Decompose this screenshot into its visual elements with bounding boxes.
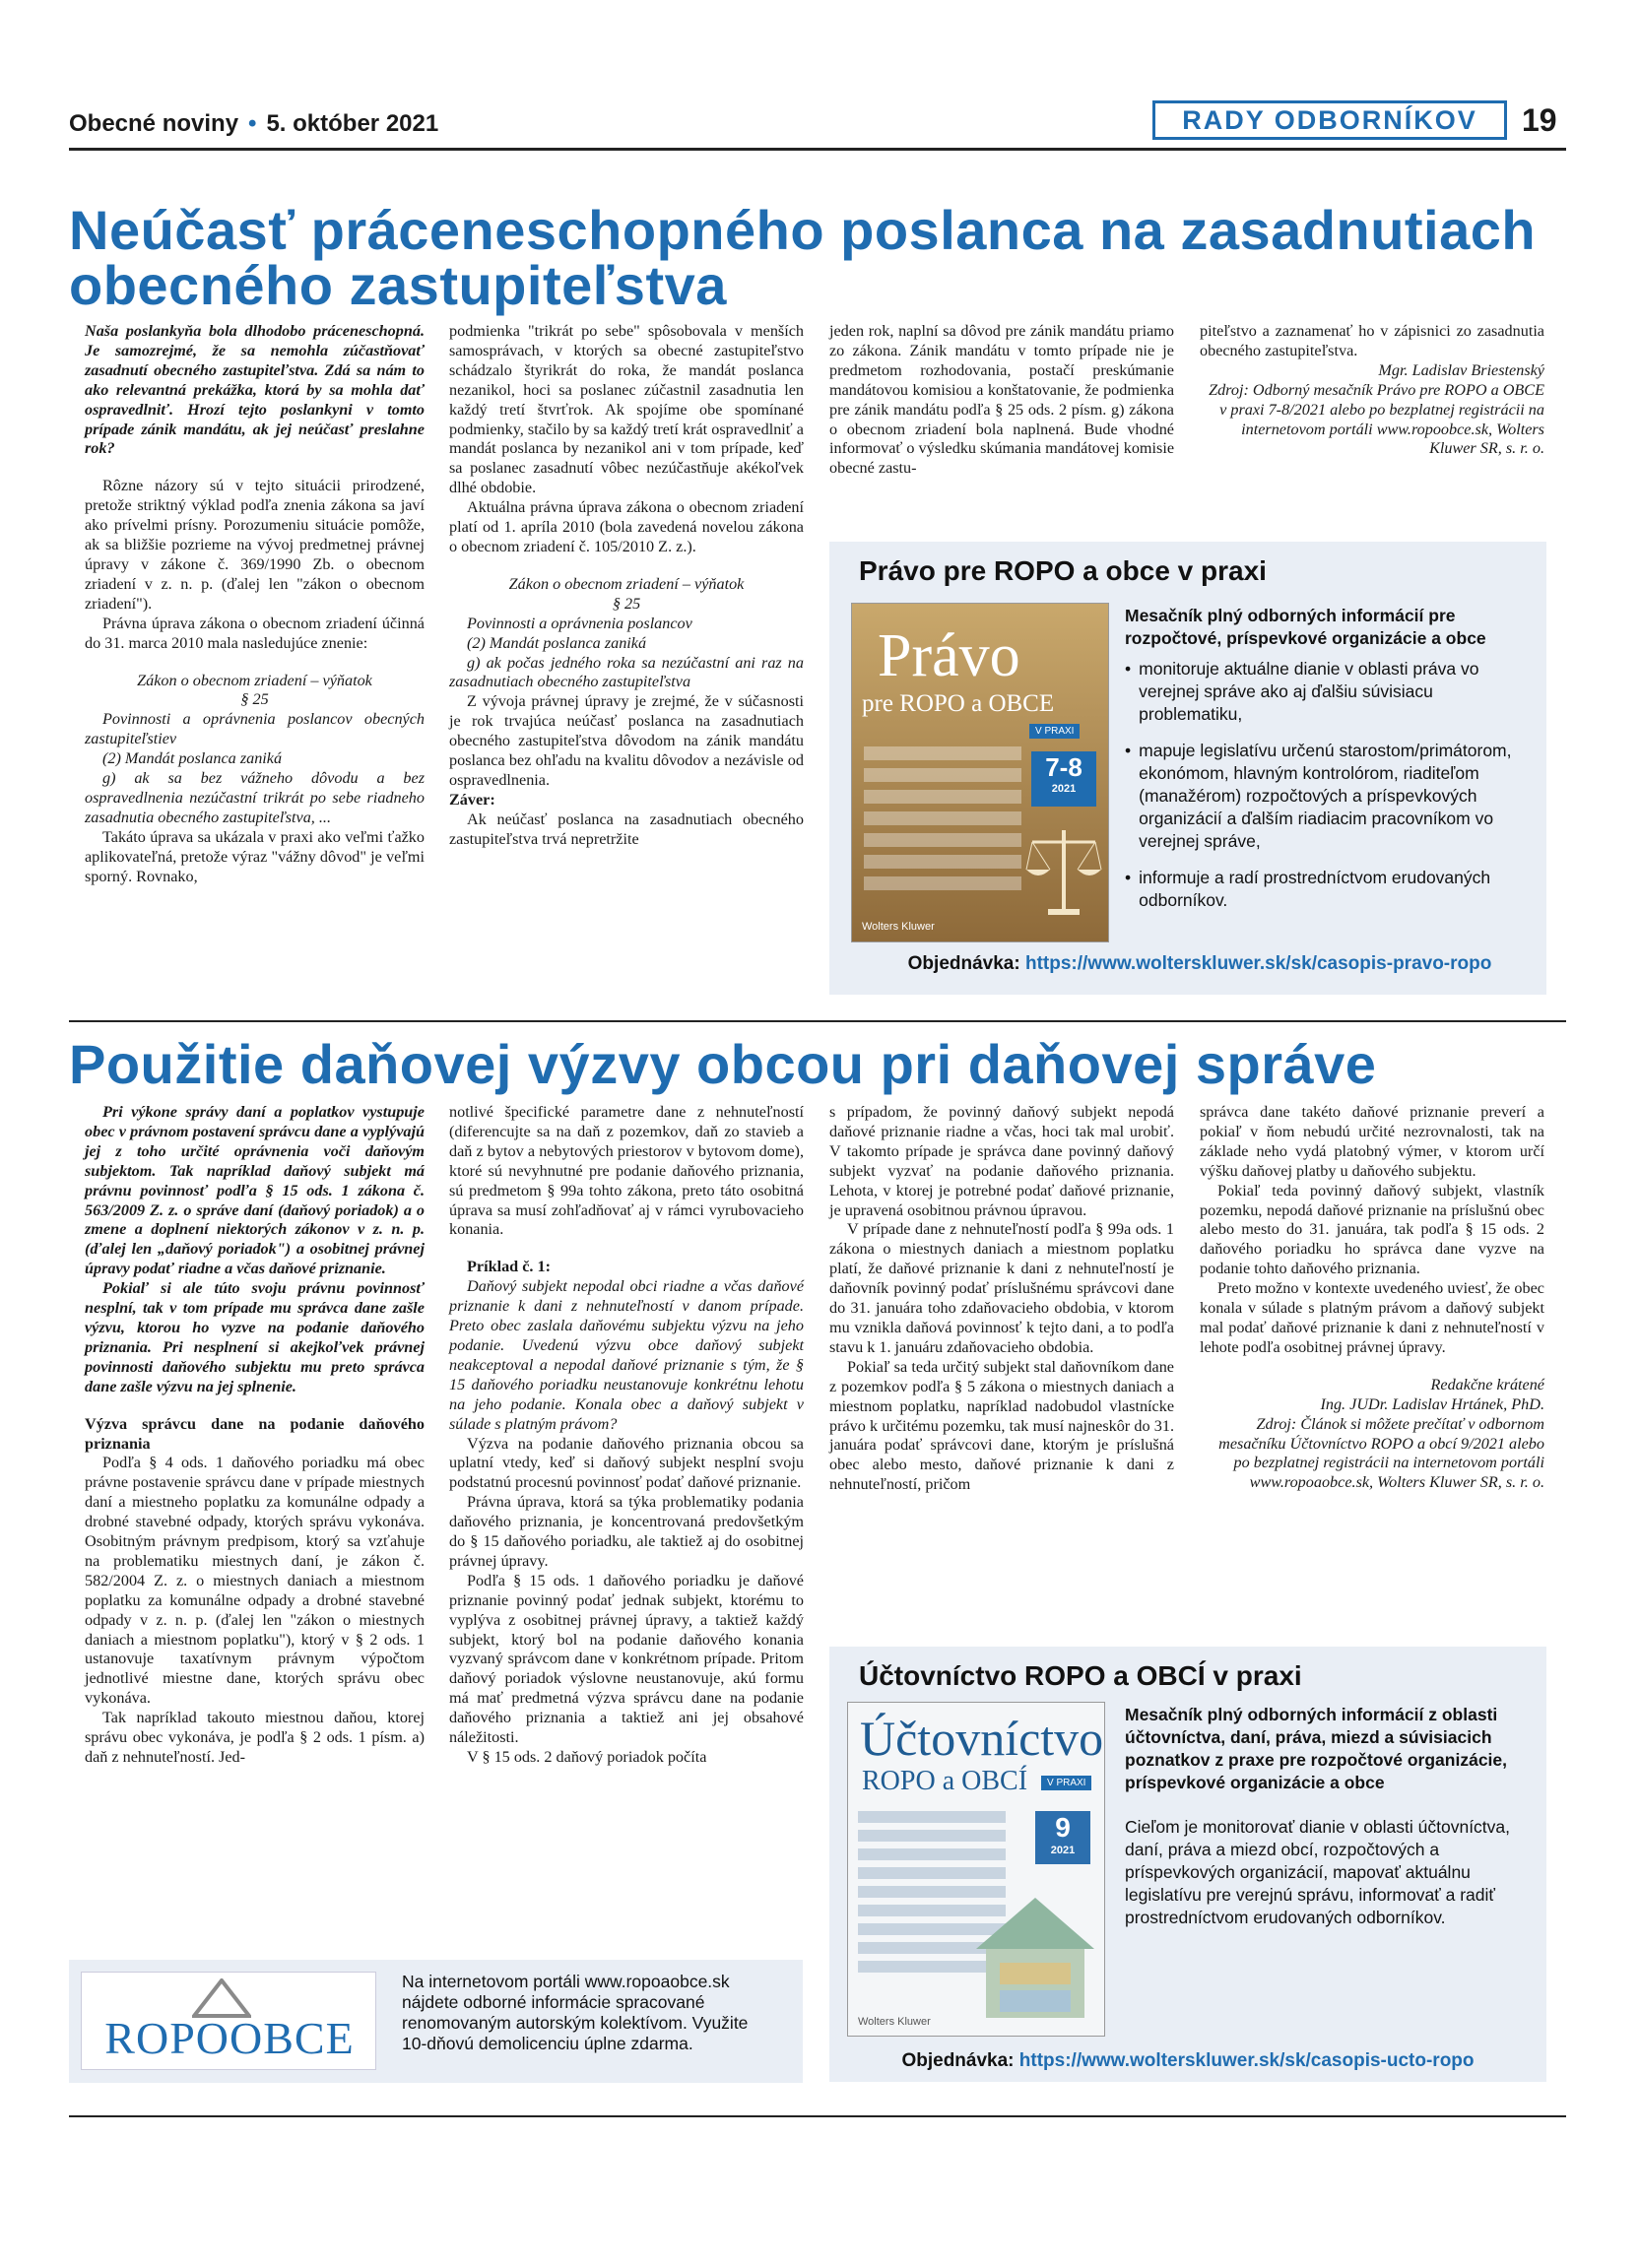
example-label: Príklad č. 1: — [467, 1258, 551, 1276]
quote-title: Zákon o obecnom zriadení – výňatok — [508, 574, 745, 593]
paragraph: Ak neúčasť poslanca na zasadnutiach obecného zastupiteľstva trvá nepretržite — [449, 810, 804, 848]
paragraph: piteľstvo a zaznamenať ho v zápisnici zo zasadnutia obecného zastupiteľstva. — [1200, 322, 1544, 359]
cover-issue-box — [1035, 1811, 1090, 1864]
paragraph: Aktuálna právna úprava zákona o obecnom zriadení platí od 1. apríla 2010 (bola zavedená novelou zákona o obecnom zriadení č. 105/2010 Z. z.). — [449, 498, 804, 555]
section-rule — [69, 1020, 1566, 1022]
quote-section: § 25 — [240, 690, 269, 709]
quote-line: Povinnosti a oprávnenia poslancov — [467, 614, 692, 632]
article1-lead: Naša poslankyňa bola dlhodobo práceneschopná. Je samozrejmé, že sa nemohla zúčastňovať zasadnutí obecného zastupiteľstva. Zdá sa nám to ako relevantná prekážka, ktorá by sa mohla dať ospravedlniť. Hrozí tejto poslankyni v tomto prípade zánik mandátu, ak jej neúčasť preslahne rok? — [85, 322, 425, 458]
promo-heading: Mesačník plný odborných informácií pre rozpočtové, príspevkové organizácie a obce — [1125, 606, 1486, 648]
paragraph: V prípade dane z nehnuteľností podľa § 99a ods. 1 zákona o miestnych daniach a miestnom poplatku platí, že daňové priznanie k dani z nehnuteľností je daňovník povinný podať príslušnému správcovi dane do 31. januára toho zdaňovacieho obdobia, v ktorom mu vznikla daňová povinnosť k tejto dani, a to podľa stavu k 1. januáru zdaňovacieho obdobia. — [829, 1220, 1174, 1356]
quote-line: (2) Mandát poslanca zaniká — [102, 749, 283, 768]
paragraph: Výzva na podanie daňového priznania obcou sa uplatní vtedy, keď si daňový subjekt nesplní svoju podstatnú procesnú povinnosť podať daňové priznanie. — [449, 1434, 804, 1492]
paragraph: Pokiaľ teda povinný daňový subjekt, vlastník pozemku, nepodá daňové priznanie na príslušnú obec alebo mesto do 31. januára, tak podľa § 15 ods. 2 daňového poriadku ho správca dane vyzve na podanie tohto daňového priznania. — [1200, 1181, 1544, 1278]
paragraph: Právna úprava, ktorá sa týka problematiky podania daňového priznania, je koncentrovaná predovšetkým do § 15 daňového poriadku, ale taktiež aj do osobitnej právnej úpravy. — [449, 1493, 804, 1570]
cover-title: Účtovníctvo — [860, 1711, 1104, 1766]
paragraph: jeden rok, naplní sa dôvod pre zánik mandátu priamo zo zákona. Zánik mandátu v tomto prípade nie je predmetom rozhodovania, postačí preskúmanie mandátovou komisiou a konštatovanie, že podmienka pre zánik mandátu podľa § 25 ods. 2 písm. g) zákona o obecnom zriadení bola naplnená. Bude vhodné informovať o výsledku skúmania mandátovej komisie obecné zastu- — [829, 322, 1174, 478]
author: Ing. JUDr. Ladislav Hrtánek, PhD. — [1320, 1394, 1544, 1413]
cover-issue: 7-8 — [1045, 752, 1082, 782]
article2-title: Použitie daňovej výzvy obcou pri daňovej správe — [69, 1033, 1377, 1095]
quote-line: g) ak počas jedného roka sa nezúčastní ani raz na zasadnutiach obecného zastupiteľstva — [449, 653, 804, 691]
source-note: Zdroj: Článok si môžete prečítať v odbornom mesačníku Účtovníctvo ROPO a obcí 9/2021 alebo po bezplatnej registrácii na internetovom portáli www.ropoaobce.sk, Wolters Kluwer SR, s. r. o. — [1218, 1414, 1544, 1492]
example-text: Daňový subjekt nepodal obci riadne a včas daňové priznanie k dani z nehnuteľností v danom prípade. Preto obec zaslala daňovému subjektu výzvu na jeho podanie. Uvedenú výzvu obce daňový subjekt neakceptoval a nepodal daňové priznanie s tým, že § 15 daňového poriadku neustanovuje konkrétnu lehotu na jeho podanie. Konala obec a daňový subjekt v súlade s platným právom? — [449, 1277, 804, 1433]
article2-column-3 — [829, 1103, 1174, 1495]
cover-issue: 9 — [1055, 1812, 1071, 1843]
source-note: Zdroj: Odborný mesačník Právo pre ROPO a OBCE v praxi 7-8/2021 alebo po bezplatnej registrácii na internetovom portáli www.ropoobce.sk, Wolters Kluwer SR, s. r. o. — [1209, 380, 1544, 458]
subheading: Výzva správcu dane na podanie daňového priznania — [85, 1414, 425, 1453]
newspaper-name: Obecné noviny — [69, 110, 239, 137]
cover-publisher: Wolters Kluwer — [862, 921, 935, 933]
cover-toc — [864, 746, 1021, 924]
banknote-house-icon — [966, 1880, 1104, 2028]
article2-column-2 — [449, 1103, 804, 1768]
section-tag: RADY ODBORNÍKOV — [1152, 100, 1507, 140]
issue-date: 5. október 2021 — [266, 110, 439, 137]
quote-line: (2) Mandát poslanca zaniká — [467, 633, 647, 652]
order-link[interactable]: https://www.wolterskluwer.sk/sk/casopis-ucto-ropo — [1018, 2050, 1475, 2071]
promo-text — [1125, 605, 1529, 912]
page-number: 19 — [1522, 102, 1557, 138]
paragraph: Preto možno v kontexte uvedeného uviesť, že obec konala v súlade s platným právom a daňový subjekt mal podať daňové priznanie k dani z nehnuteľností v lehote podľa osobitnej právnej úpravy. — [1200, 1279, 1544, 1356]
ropo-ad-text: Na internetovom portáli www.ropoaobce.sk nájdete odborné informácie spracované renomovaným autorským kolektívom. Využite 10-dňovú demolicenciu úplne zdarma. — [402, 1972, 749, 2053]
paragraph: Tak napríklad takouto miestnou daňou, ktorej správu obec vykonáva, je podľa § 2 ods. 1 písm. a) daň z nehnuteľností. Jed- — [85, 1709, 425, 1766]
cover-badge: V PRAXI — [1041, 1776, 1091, 1790]
order-line — [869, 953, 1531, 975]
article2-column-1 — [85, 1103, 425, 1768]
promo-box-uctovnictvo — [829, 1647, 1546, 2082]
promo-box-pravo — [829, 542, 1546, 995]
paragraph: s prípadom, že povinný daňový subjekt nepodá daňové priznanie riadne a včas, hoci tak mal urobiť. V takomto prípade je správca dane povinný daňový subjekt vyzvať na podanie daňového priznania. Lehota, v ktorej je potrebné podať daňové priznanie, je upravená osobitnou právnou úpravou. — [829, 1103, 1174, 1219]
author: Mgr. Ladislav Briestenský — [1378, 360, 1544, 379]
paragraph: Z vývoja právnej úpravy je zrejmé, že v súčasnosti je rok trvajúca neúčasť poslanca na zasadnutiach obecného zastupiteľstva dôvodom na zánik mandátu poslanca bez ohľadu na kvalitu dôvodov a nezávisle od ospravedlnenia. — [449, 692, 804, 789]
order-line — [849, 2050, 1527, 2072]
separator-dot: • — [248, 110, 257, 137]
scales-of-justice-icon — [1024, 820, 1103, 919]
paragraph: notlivé špecifické parametre dane z nehnuteľností (diferencujte sa na daň z pozemkov, daň zo stavieb a daň z bytov a nebytových priestorov v bytovom dome), ktoré sú nevyhnutné pre podanie daňového priznania, sú predmetom § 99a tohto zákona, preto táto osobitná úprava sa musí zohľadňovať aj v rámci vyrubovacieho konania. — [449, 1103, 804, 1239]
cover-title: Právo — [878, 622, 1020, 689]
paragraph: Podľa § 15 ods. 1 daňového poriadku je daňové priznanie povinný podať jednak subjekt, ktorému to vyplýva z osobitnej právnej úpravy, a taktiež každý subjekt, ktorý bol na podanie daňového konania vyzvaný správcom dane v konkrétnom prípade. Pritom daňový poriadok výslovne neustanovuje, akú formu má mať predmetná výzva správcu dane na podanie daňového priznania a taktiež ani jej obsahové náležitosti. — [449, 1571, 804, 1747]
quote-title: Zákon o obecnom zriadení – výňatok — [137, 671, 372, 689]
ropoobce-logo[interactable] — [81, 1972, 376, 2070]
article1-column-3 — [829, 322, 1174, 479]
promo-title: Účtovníctvo ROPO a OBCÍ v praxi — [859, 1660, 1302, 1691]
article1-column-4 — [1200, 322, 1544, 459]
conclusion-label: Záver: — [449, 790, 495, 809]
page-header — [69, 110, 438, 138]
article1-column-1 — [85, 322, 425, 886]
editor-note: Redakčne krátené — [1430, 1375, 1544, 1393]
article1-column-2 — [449, 322, 804, 850]
article2-lead-2: Pokiaľ si ale túto svoju právnu povinnosť nesplní, tak v tom prípade mu správca dane zašle výzvu, ktorou ho vyzve na podanie daňového priznania. Pri nesplnení si akejkoľvek právnej povinnosti daňového subjektu mu preto správca dane zašle výzvu na jej splnenie. — [85, 1279, 425, 1395]
article2-column-4 — [1200, 1103, 1544, 1493]
cover-subtitle: pre ROPO a OBCE — [862, 690, 1055, 717]
quote-line: g) ak sa bez vážneho dôvodu a bez ospravedlnenia nezúčastní trikrát po sebe riadneho zasadnutia obecného zastupiteľstva, ... — [85, 769, 425, 826]
order-label: Objednávka: — [901, 2050, 1015, 2071]
order-link[interactable]: https://www.wolterskluwer.sk/sk/casopis-pravo-ropo — [1024, 953, 1492, 974]
ropo-ad-box — [69, 1960, 803, 2083]
paragraph: Právna úprava zákona o obecnom zriadení účinná do 31. marca 2010 mala nasledujúce znenie: — [85, 614, 425, 652]
order-label: Objednávka: — [907, 953, 1020, 974]
promo-heading: Mesačník plný odborných informácií z oblasti účtovníctva, daní, práva, miezd a súvisiacich poznatkov z praxe pre rozpočtové organizácie, príspevkové organizácie a obce — [1125, 1705, 1508, 1792]
cover-year: 2021 — [1050, 1845, 1076, 1856]
paragraph: Takáto úprava sa ukázala v praxi ako veľmi ťažko aplikovateľná, pretože výraz "vážny dôvod" je veľmi sporný. Rovnako, — [85, 827, 425, 885]
quote-section: § 25 — [612, 594, 641, 613]
paragraph: podmienka "trikrát po sebe" spôsobovala v menších samosprávach, v ktorých sa obecné zastupiteľstvo schádzalo štyrikrát do roka, že mandát poslanca nezanikol, hoci sa poslanec zúčastnil zasadnutia len každý tretí štvrťrok. Ak spojíme obe spomínané podmienky, stačilo by sa každý tretí krát ospravedlniť a mandát poslanca by nezanikol ani v tom prípade, keď sa poslanec zasadnutí vôbec nezúčastňuje akékoľvek dlhé obdobie. — [449, 322, 804, 497]
promo-description: Cieľom je monitorovať dianie v oblasti účtovníctva, daní, práva a miezd obcí, rozpočtových a príspevkových organizácií, mapovať aktuálnu legislatívu pre verejnú správu, informovať a radiť prostredníctvom erudovaných odborníkov. — [1125, 1817, 1511, 1927]
cover-subtitle: ROPO a OBCÍ — [862, 1766, 1028, 1796]
magazine-cover-pravo — [851, 603, 1109, 942]
paragraph: Podľa § 4 ods. 1 daňového poriadku má obec právne postavenie správcu dane v prípade miestnych daní a miestneho poplatku za komunálne odpady a drobné stavebné odpady, ktorých správu vykonáva. Osobitným právnym predpisom, ktorý sa vzťahuje na problematiku miestnych daní, je zákon č. 582/2004 Z. z. o miestnych daniach a miestnom poplatku za komunálne odpady a drobné stavebné odpady v z. n. p. (ďalej len "zákon o miestnych daniach a miestnom poplatku"), ktorý v § 2 ods. 1 ustanovuje taxatívnym právnym výpočtom jednotlivé miestne dane, ktorých správu obec vykonáva. — [85, 1454, 425, 1708]
cover-year: 2021 — [1051, 783, 1077, 795]
promo-title: Právo pre ROPO a obce v praxi — [859, 555, 1267, 586]
logo-text: ROPOOBCE — [104, 2013, 355, 2063]
promo-text — [1125, 1704, 1529, 1929]
cover-publisher: Wolters Kluwer — [858, 2016, 931, 2028]
article2-lead: Pri výkone správy daní a poplatkov vystupuje obec v právnom postavení správcu dane a vyplývajú jej z toho určité oprávnenia voči daňovým subjektom. Tak napríklad daňový subjekt má právnu povinnosť podľa § 15 ods. 1 zákona č. 563/2009 Z. z. o správe daní (daňový poriadok) a o zmene a doplnení niektorých zákonov v z. n. p. (ďalej len „daňový poriadok") a osobitnej právnej úpravy podať riadne a včas daňové priznanie. — [85, 1103, 425, 1278]
footer-rule — [69, 2115, 1566, 2117]
quote-line: Povinnosti a oprávnenia poslancov obecných zastupiteľstiev — [85, 710, 425, 748]
paragraph: Pokiaľ sa teda určitý subjekt stal daňovníkom dane z pozemkov podľa § 5 zákona o miestnych daniach a miestnom poplatku, napríklad nadobudol vlastnícke právo k určitému pozemku, tak musí najneskôr do 31. januára podať správcovi dane, ktorým je príslušná obec alebo mesto, daňové priznanie k dani z nehnuteľností, pričom — [829, 1357, 1174, 1494]
magazine-cover-uctovnictvo — [847, 1702, 1105, 2037]
promo-bullet: • monitoruje aktuálne dianie v oblasti práva vo verejnej správe ako aj ďalšiu súvisiacu problematiku, — [1125, 659, 1479, 724]
paragraph: Rôzne názory sú v tejto situácii prirodzené, pretože striktný výklad podľa znenia zákona sa javí ako prívelmi prísny. Porozumeniu situácie pomôže, ak sa bližšie pozrieme na vývoj predmetnej právnej úpravy v zákone č. 369/1990 Zb. o obecnom zriadení v z. n. p. (ďalej len "zákon o obecnom zriadení"). — [85, 477, 425, 613]
paragraph: V § 15 ods. 2 daňový poriadok počíta — [467, 1748, 707, 1766]
paragraph: správca dane takéto daňové priznanie preverí a pokiaľ v ňom nebudú určité nezrovnalosti, tak na základe neho vydá platobný výmer, v ktorom určí výšku daňovej platby u daňového subjektu. — [1200, 1103, 1544, 1180]
promo-bullet: • informuje a radí prostredníctvom erudovaných odborníkov. — [1125, 868, 1491, 910]
header-rule — [69, 148, 1566, 151]
cover-badge: V PRAXI — [1029, 724, 1080, 739]
article1-title: Neúčasť práceneschopného poslanca na zasadnutiach obecného zastupiteľstva — [69, 199, 1537, 316]
promo-bullet: • mapuje legislatívu určenú starostom/primátorom, ekonómom, hlavným kontrolórom, riaditeľom (manažérom) rozpočtových a príspevkových organizácií a ďalším riadiacim pracovníkom vo verejnej správe, — [1125, 741, 1512, 851]
cover-issue-box — [1031, 751, 1096, 807]
